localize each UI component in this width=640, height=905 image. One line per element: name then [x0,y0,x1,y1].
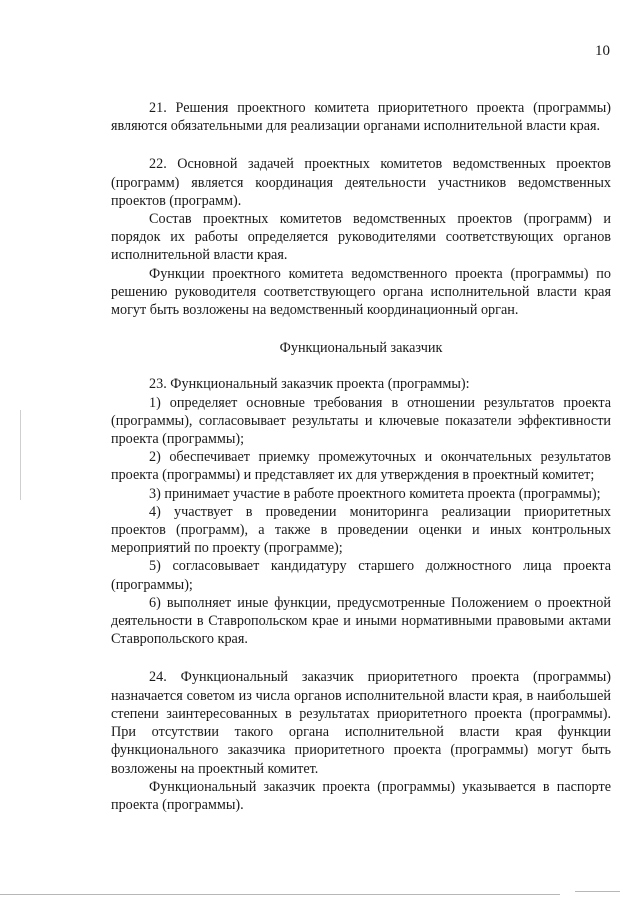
paragraph-23-intro: 23. Функциональный заказчик проекта (программы): [149,376,470,393]
paragraph-22-composition: Состав проектных комитетов ведомственных проектов (программ) и порядок их работы определяется руководителями соответствующих органов исполнительной власти края. [111,211,611,264]
section-heading: Функциональный заказчик [279,340,443,357]
paragraph-22: 22. Основной задачей проектных комитетов ведомственных проектов (программ) является координация деятельности участников ведомственных проектов (программ). [111,156,611,209]
page-number: 10 [595,43,610,59]
paragraph-22-functions: Функции проектного комитета ведомственного проекта (программы) по решению руководителя соответствующего органа исполнительной власти края могут быть возложены на ведомственный координационный орган. [111,265,611,319]
document-body [111,99,611,814]
scan-margin-mark [20,410,21,500]
list-item-23-1: 1) определяет основные требования в отношении результатов проекта (программы), согласовывает результаты и ключевые показатели эффективности проекта (программы); [111,394,611,448]
list-item-23-4: 4) участвует в проведении мониторинга реализации приоритетных проектов (программ), а также в проведении оценки и иных контрольных мероприятий по проекту (программе); [111,503,611,557]
scan-bottom-line-right [575,891,620,892]
list-item-23-2: 2) обеспечивает приемку промежуточных и окончательных результатов проекта (программы) и представляет их для утверждения в проектный комитет; [111,449,611,484]
paragraph-21: 21. Решения проектного комитета приоритетного проекта (программы) являются обязательными для реализации органами исполнительной власти края. [111,100,611,135]
list-item-23-5: 5) согласовывает кандидатуру старшего должностного лица проекта (программы); [111,558,611,593]
scan-bottom-line [0,894,560,895]
paragraph-24-passport: Функциональный заказчик проекта (программы) указывается в паспорте проекта (программы). [111,778,611,813]
list-item-23-6: 6) выполняет иные функции, предусмотренные Положением о проектной деятельности в Ставропольском крае и иными нормативными правовыми актами Ставропольского края. [111,594,611,648]
paragraph-24: 24. Функциональный заказчик приоритетного проекта (программы) назначается советом из числа органов исполнительной власти края, в наибольшей степени заинтересованных в результатах приоритетного проекта (программы). При отсутствии такого органа исполнительной власти края функции функционального заказчика приоритетного проекта (программы) могут быть возложены на проектный комитет. [111,669,611,777]
list-item-23-3: 3) принимает участие в работе проектного комитета проекта (программы); [149,485,601,502]
